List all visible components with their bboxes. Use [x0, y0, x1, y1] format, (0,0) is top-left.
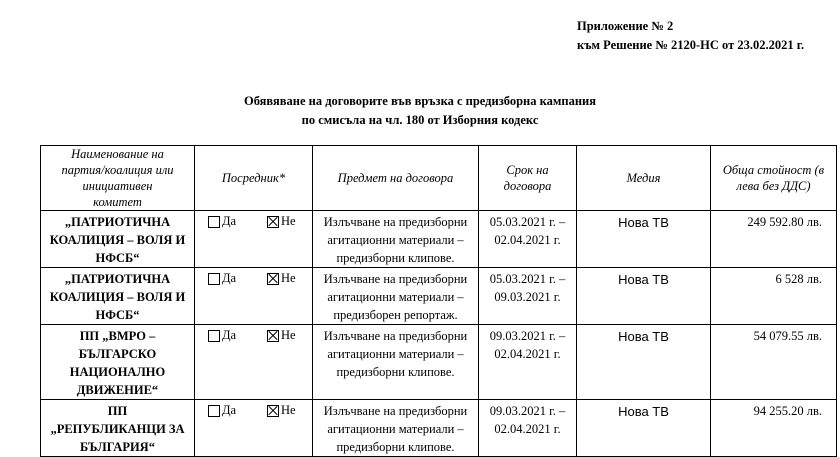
media-name: Нова ТВ	[577, 325, 711, 400]
total-amount: 6 528 лв.	[711, 268, 837, 325]
intermediary-yes-checkbox[interactable]	[208, 216, 220, 228]
intermediary-yes-option[interactable]	[208, 328, 236, 343]
intermediary-no-option[interactable]	[267, 403, 296, 418]
intermediary-no-checkbox[interactable]	[267, 273, 279, 285]
total-amount: 94 255.20 лв.	[711, 400, 837, 457]
intermediary-yes-label: Да	[222, 328, 237, 342]
intermediary-yes-option[interactable]	[208, 271, 236, 286]
appendix-number: Приложение № 2	[577, 19, 674, 33]
media-name: Нова ТВ	[577, 400, 711, 457]
media-name: Нова ТВ	[577, 211, 711, 268]
intermediary-no-option[interactable]	[267, 214, 296, 229]
column-header-media: Медия	[577, 146, 711, 211]
table-header-row	[41, 146, 837, 211]
intermediary-yes-checkbox[interactable]	[208, 405, 220, 417]
contract-subject: Излъчване на предизборни агитационни материали – предизборен репортаж.	[313, 268, 479, 325]
contract-period: 05.03.2021 г. – 09.03.2021 г.	[479, 268, 577, 325]
intermediary-no-label: Не	[281, 271, 296, 285]
intermediary-yes-option[interactable]	[208, 214, 236, 229]
contracts-table	[40, 145, 837, 457]
column-header-period: Срок на договора	[479, 146, 577, 211]
document-title	[0, 92, 840, 130]
contract-subject: Излъчване на предизборни агитационни материали – предизборни клипове.	[313, 400, 479, 457]
column-header-subject: Предмет на договора	[313, 146, 479, 211]
column-header-party: Наименование на партия/коалиция или инициативен комитет	[41, 146, 195, 211]
title-line-2: по смисъла на чл. 180 от Изборния кодекс	[301, 113, 539, 127]
media-name: Нова ТВ	[577, 268, 711, 325]
title-line-1: Обявяване на договорите във връзка с предизборна кампания	[243, 94, 596, 108]
intermediary-no-checkbox[interactable]	[267, 216, 279, 228]
decision-reference: към Решение № 2120-НС от 23.02.2021 г.	[577, 38, 805, 52]
contract-period: 05.03.2021 г. – 02.04.2021 г.	[479, 211, 577, 268]
total-amount: 54 079.55 лв.	[711, 325, 837, 400]
intermediary-cell	[195, 400, 313, 457]
contract-subject: Излъчване на предизборни агитационни материали – предизборни клипове.	[313, 211, 479, 268]
intermediary-no-checkbox[interactable]	[267, 405, 279, 417]
contract-subject: Излъчване на предизборни агитационни материали – предизборни клипове.	[313, 325, 479, 400]
column-header-amount: Обща стойност (в лева без ДДС)	[711, 146, 837, 211]
intermediary-no-option[interactable]	[267, 328, 296, 343]
intermediary-no-label: Не	[281, 214, 296, 228]
intermediary-no-label: Не	[281, 403, 296, 417]
appendix-reference	[577, 17, 804, 55]
intermediary-cell	[195, 211, 313, 268]
intermediary-cell	[195, 268, 313, 325]
contract-period: 09.03.2021 г. – 02.04.2021 г.	[479, 325, 577, 400]
intermediary-yes-label: Да	[222, 214, 237, 228]
contract-period: 09.03.2021 г. – 02.04.2021 г.	[479, 400, 577, 457]
total-amount: 249 592.80 лв.	[711, 211, 837, 268]
party-name: ПП „ВМРО – БЪЛГАРСКО НАЦИОНАЛНО ДВИЖЕНИЕ“	[41, 325, 195, 400]
intermediary-cell	[195, 325, 313, 400]
intermediary-yes-label: Да	[222, 403, 237, 417]
column-header-intermediary: Посредник*	[195, 146, 313, 211]
party-name: „ПАТРИОТИЧНА КОАЛИЦИЯ – ВОЛЯ И НФСБ“	[41, 211, 195, 268]
intermediary-yes-option[interactable]	[208, 403, 236, 418]
party-name: ПП „РЕПУБЛИКАНЦИ ЗА БЪЛГАРИЯ“	[41, 400, 195, 457]
table-row	[41, 211, 837, 268]
intermediary-no-option[interactable]	[267, 271, 296, 286]
intermediary-yes-label: Да	[222, 271, 237, 285]
table-row	[41, 400, 837, 457]
intermediary-yes-checkbox[interactable]	[208, 330, 220, 342]
intermediary-yes-checkbox[interactable]	[208, 273, 220, 285]
table-row	[41, 325, 837, 400]
table-row	[41, 268, 837, 325]
intermediary-no-label: Не	[281, 328, 296, 342]
party-name: „ПАТРИОТИЧНА КОАЛИЦИЯ – ВОЛЯ И НФСБ“	[41, 268, 195, 325]
intermediary-no-checkbox[interactable]	[267, 330, 279, 342]
